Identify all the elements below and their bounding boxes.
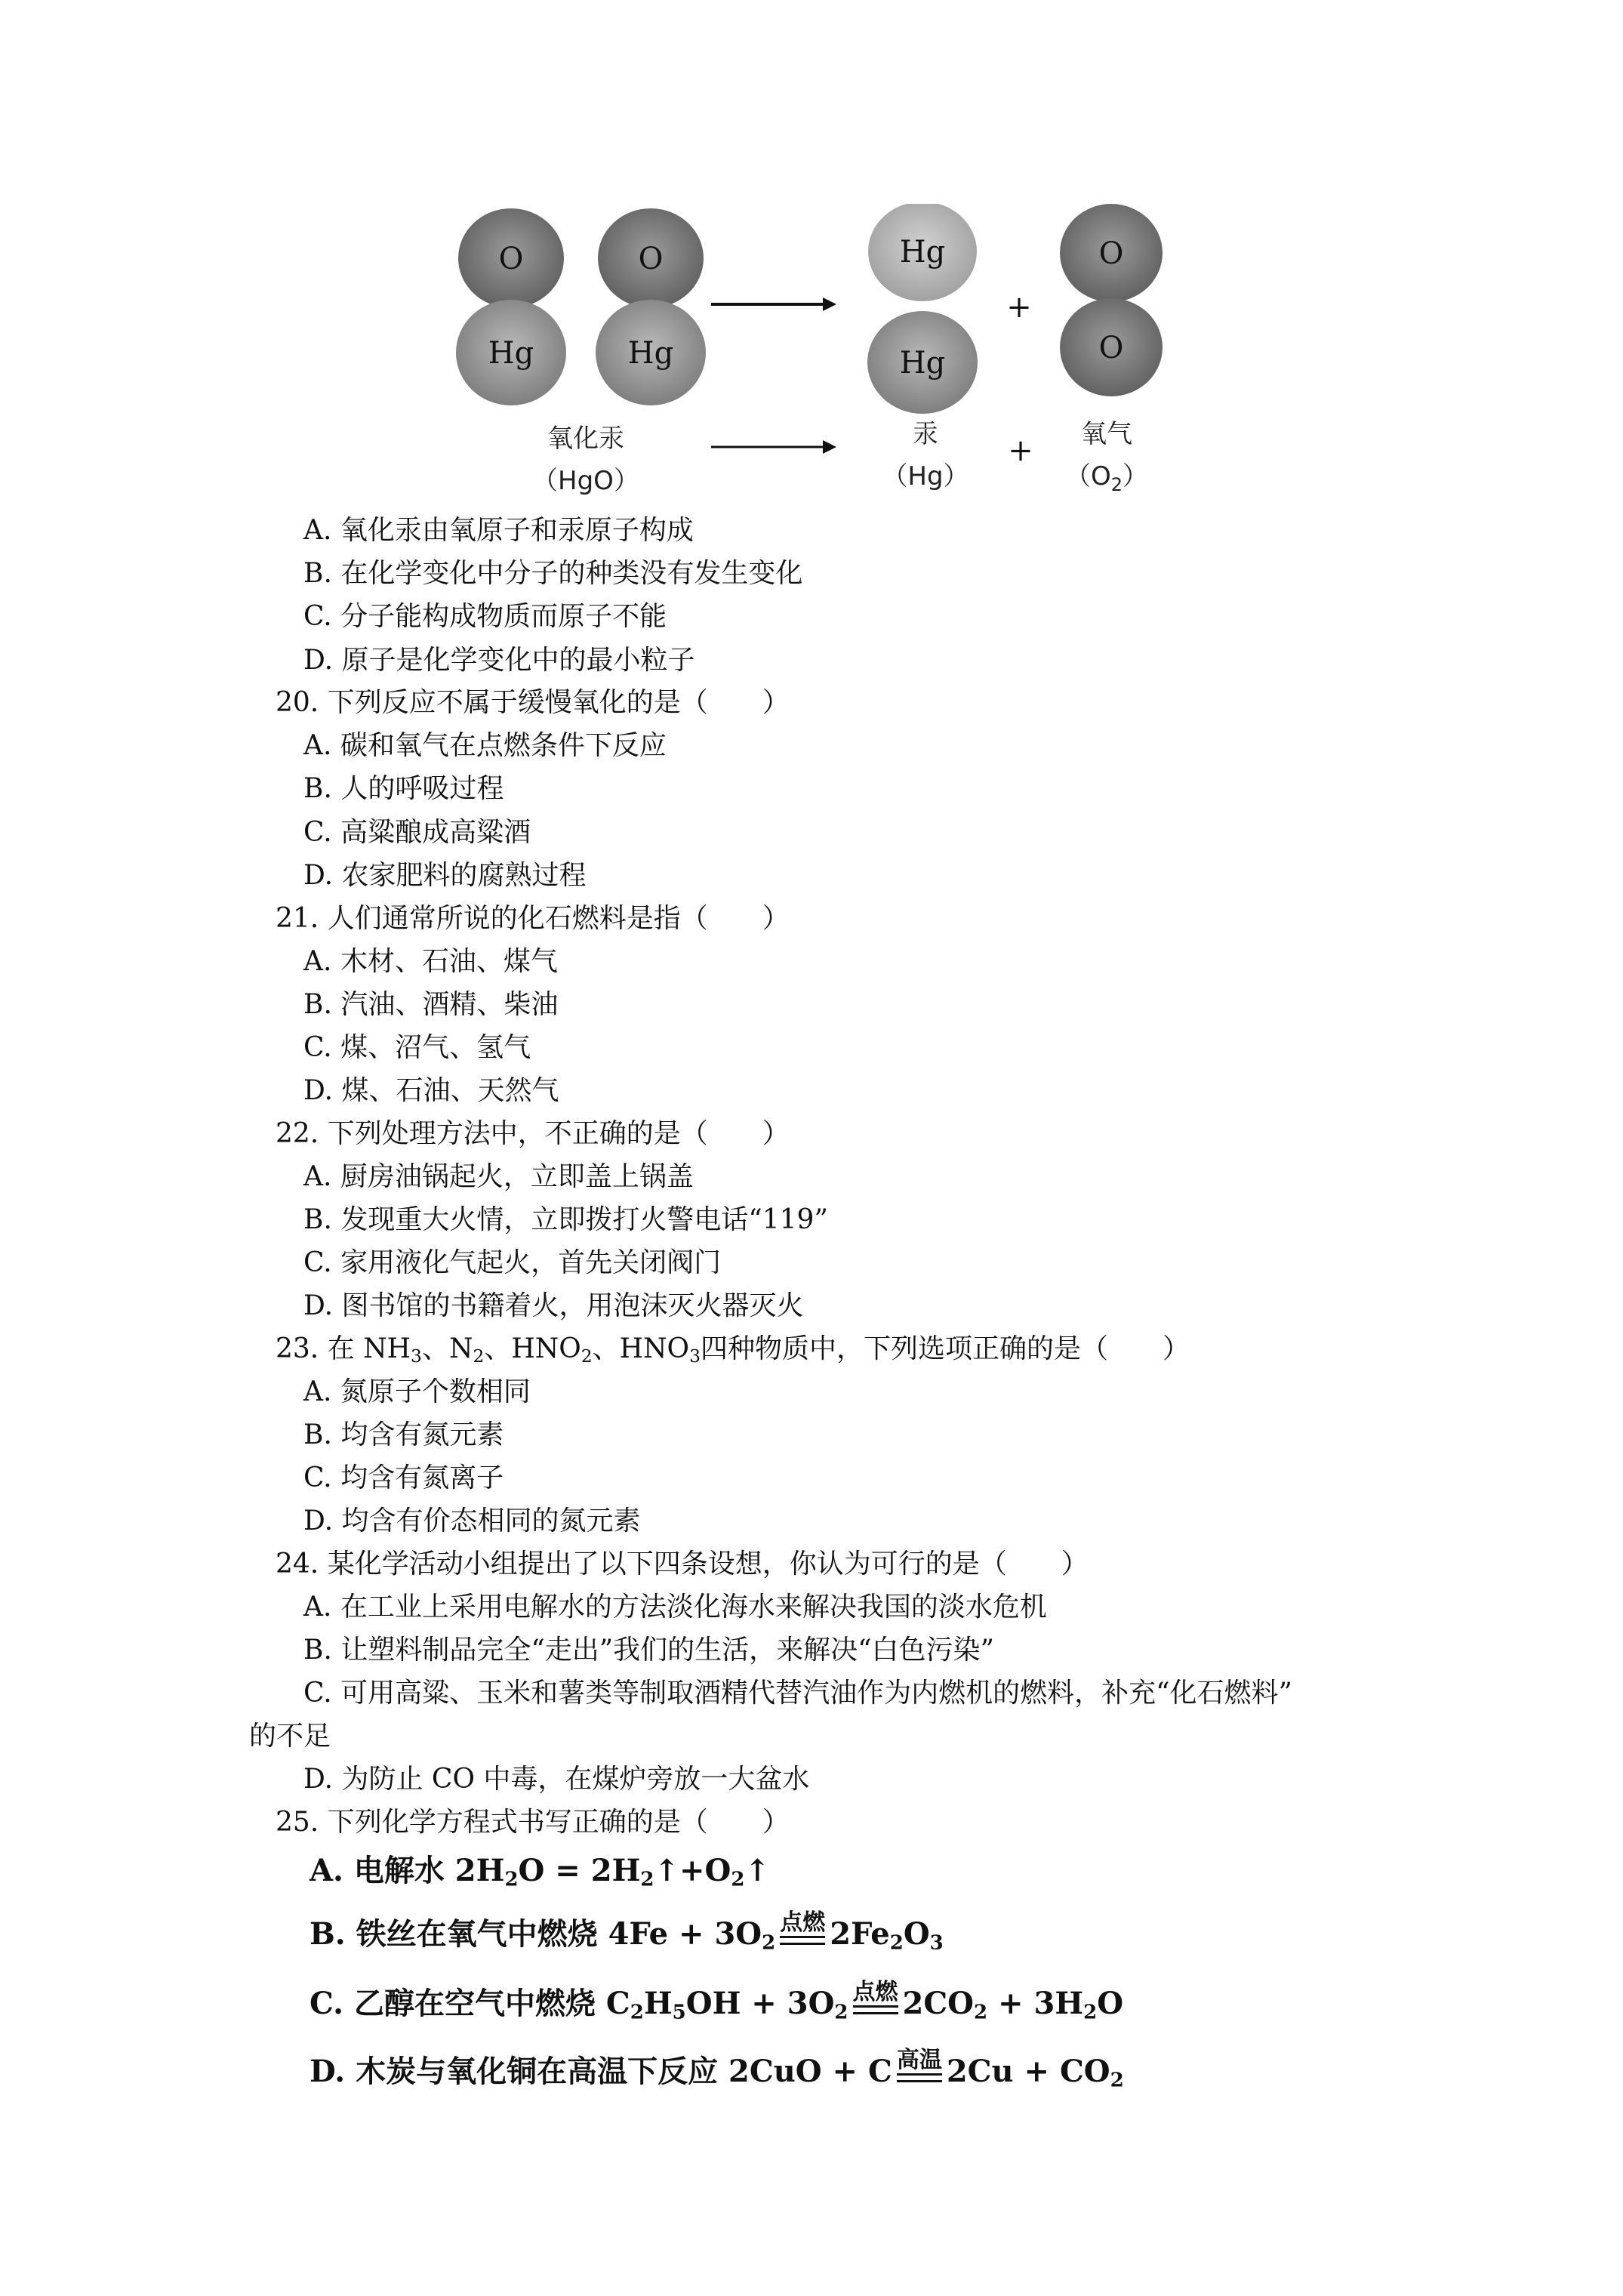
o2-name-label: 氧气 (1081, 419, 1132, 449)
q20-option-b: B. 人的呼吸过程 (303, 773, 504, 804)
q21-option-b: B. 汽油、酒精、柴油 (303, 989, 559, 1020)
q25-option-d: D. 木炭与氧化铜在高温下反应 2CuO + C 高温 $2Cu + CO_2$ (310, 2048, 1124, 2094)
hgo-decomposition-figure (445, 204, 1200, 506)
q22-option-b: B. 发现重大火情，立即拨打火警电话“119” (303, 1204, 828, 1235)
mercury-symbol: Hg (627, 336, 674, 371)
mercury-symbol: Hg (899, 346, 946, 381)
q20-option-d: D. 农家肥料的腐熟过程 (303, 860, 587, 891)
q23-option-d: D. 均含有价态相同的氮元素 (303, 1505, 641, 1536)
q22-stem: 22. 下列处理方法中，不正确的是（ ） (276, 1118, 790, 1149)
q21-stem: 21. 人们通常所说的化石燃料是指（ ） (276, 903, 790, 934)
hgo-formula-label: （HgO） (532, 466, 639, 496)
oxygen-symbol: O (1098, 236, 1124, 271)
reaction-condition: 点燃 (780, 1910, 825, 1957)
q23-option-c: C. 均含有氮离子 (303, 1462, 504, 1493)
hgo-name-label: 氧化汞 (547, 424, 624, 454)
q22-option-c: C. 家用液化气起火，首先关闭阀门 (303, 1247, 722, 1278)
q24-option-c-continuation: 的不足 (249, 1721, 331, 1752)
q25-option-a: A. 电解水 $2H_2O$ = $2H_2↑+O_2↑$ (310, 1853, 770, 1891)
hg-formula-label: （Hg） (882, 461, 969, 492)
mercury-symbol: Hg (899, 235, 946, 270)
q23-stem: 23. 在 $NH_3$、$N_2$、$HNO_2$、$HNO_3$四种物质中，下列选项正确的是（ ） (276, 1333, 1190, 1367)
q24-stem: 24. 某化学活动小组提出了以下四条设想，你认为可行的是（ ） (276, 1549, 1089, 1579)
q24-option-d: D. 为防止 CO 中毒，在煤炉旁放一大盆水 (303, 1764, 810, 1795)
reaction-arrow-bottom (711, 440, 836, 454)
q22-option-d: D. 图书馆的书籍着火，用泡沫灭火器灭火 (303, 1290, 804, 1321)
q22-option-a: A. 厨房油锅起火，立即盖上锅盖 (303, 1161, 694, 1192)
q24-option-a: A. 在工业上采用电解水的方法淡化海水来解决我国的淡水危机 (303, 1592, 1047, 1623)
plus-sign: + (1008, 433, 1033, 468)
q20-stem: 20. 下列反应不属于缓慢氧化的是（ ） (276, 687, 790, 718)
q20-option-a: A. 碳和氧气在点燃条件下反应 (303, 730, 667, 761)
q20-option-c: C. 高粱酿成高粱酒 (303, 817, 531, 848)
q21-option-c: C. 煤、沼气、氢气 (303, 1032, 531, 1063)
o2-formula-label: $(O_2)$ (1064, 461, 1149, 495)
reaction-arrow-top (711, 297, 836, 311)
q19-option-d: D. 原子是化学变化中的最小粒子 (303, 645, 695, 676)
q24-option-b: B. 让塑料制品完全“走出”我们的生活，来解决“白色污染” (303, 1635, 994, 1666)
hgo-molecule-2 (596, 208, 706, 405)
q25-option-c: C. 乙醇在空气中燃烧 $C_2H_5OH + 3O_2$ 点燃 $2CO_2 + 3H_2O$ (310, 1980, 1123, 2026)
hg-name-label: 汞 (913, 419, 938, 449)
mercury-symbol: Hg (488, 336, 534, 371)
oxygen-molecule-product (1060, 204, 1163, 396)
mercury-atoms-product (867, 204, 978, 414)
q25-stem: 25. 下列化学方程式书写正确的是（ ） (276, 1807, 790, 1838)
q25-option-b: B. 铁丝在氧气中燃烧 $4Fe + 3O_2$ 点燃 $2Fe_2O_3$ (310, 1910, 944, 1957)
q23-option-a: A. 氮原子个数相同 (303, 1376, 531, 1407)
q21-option-d: D. 煤、石油、天然气 (303, 1075, 559, 1106)
q19-option-a: A. 氧化汞由氧原子和汞原子构成 (303, 515, 694, 546)
oxygen-symbol: O (1098, 331, 1124, 365)
q21-option-a: A. 木材、石油、煤气 (303, 946, 558, 977)
hgo-molecule-1 (456, 208, 566, 405)
oxygen-symbol: O (638, 242, 664, 276)
reaction-condition: 点燃 (853, 1980, 898, 2026)
q19-option-c: C. 分子能构成物质而原子不能 (303, 601, 667, 632)
oxygen-symbol: O (498, 242, 524, 276)
plus-sign: + (1006, 290, 1032, 325)
q19-option-b: B. 在化学变化中分子的种类没有发生变化 (303, 558, 803, 589)
q24-option-c: C. 可用高粱、玉米和薯类等制取酒精代替汽油作为内燃机的燃料，补充“化石燃料” (303, 1678, 1292, 1709)
reaction-condition: 高温 (897, 2048, 942, 2094)
q23-option-b: B. 均含有氮元素 (303, 1419, 504, 1450)
